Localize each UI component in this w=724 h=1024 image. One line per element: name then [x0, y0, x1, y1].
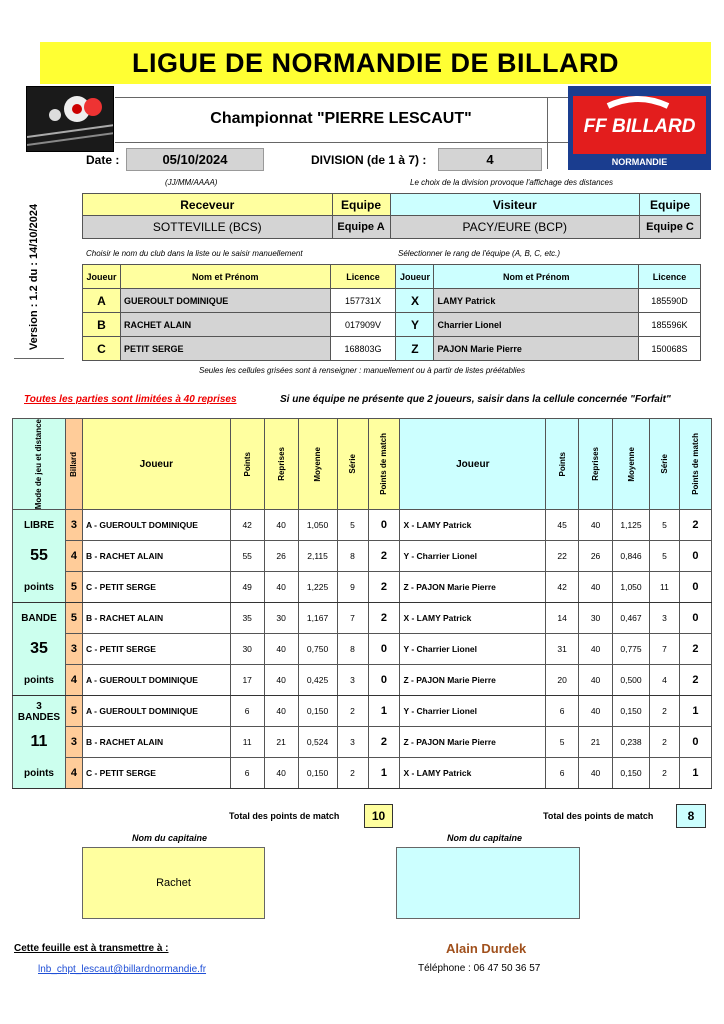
home-moyenne[interactable]: 0,750	[298, 634, 337, 665]
away-points[interactable]: 5	[546, 727, 579, 758]
date-format-hint: (JJ/MM/AAAA)	[165, 178, 218, 187]
home-player: B - RACHET ALAIN	[82, 541, 230, 572]
home-moyenne[interactable]: 0,524	[298, 727, 337, 758]
player-name-field[interactable]: GUEROULT DOMINIQUE	[120, 289, 330, 313]
match-row	[13, 665, 712, 696]
away-moyenne[interactable]: 0,846	[613, 541, 650, 572]
billard-number[interactable]: 4	[65, 541, 82, 572]
home-player: B - RACHET ALAIN	[82, 727, 230, 758]
points-header: Points	[230, 419, 264, 510]
version-label: Version : 1.2 du : 14/10/2024	[28, 203, 41, 351]
logo-text: FF BILLARD	[583, 116, 696, 137]
home-pm: 2	[368, 603, 400, 634]
home-captain-field[interactable]: Rachet	[82, 847, 265, 919]
home-player: A - GUEROULT DOMINIQUE	[82, 665, 230, 696]
home-pm: 1	[368, 696, 400, 727]
home-reprises[interactable]: 40	[264, 665, 298, 696]
pm-header: Points de match	[368, 419, 400, 510]
billard-number[interactable]: 4	[65, 665, 82, 696]
mode-distance: 11	[13, 727, 66, 758]
billard-number[interactable]: 3	[65, 510, 82, 541]
home-player: B - RACHET ALAIN	[82, 603, 230, 634]
contact-phone: Téléphone : 06 47 50 36 57	[418, 963, 541, 974]
away-reprises[interactable]: 21	[579, 727, 613, 758]
away-serie[interactable]: 3	[649, 603, 679, 634]
away-player-header: Joueur	[400, 419, 546, 510]
club-hint: Choisir le nom du club dans la liste ou le saisir manuellement	[86, 249, 303, 258]
moyenne-header: Moyenne	[613, 419, 650, 510]
away-moyenne[interactable]: 0,150	[613, 758, 650, 789]
away-player: X - LAMY Patrick	[400, 758, 546, 789]
player-name-field[interactable]: Charrier Lionel	[434, 313, 639, 337]
home-reprises[interactable]: 40	[264, 696, 298, 727]
away-moyenne[interactable]: 1,125	[613, 510, 650, 541]
mode-unit: points	[13, 665, 66, 696]
home-points[interactable]: 6	[230, 696, 264, 727]
divider	[14, 358, 64, 359]
billard-number[interactable]: 4	[65, 758, 82, 789]
match-row	[13, 603, 712, 634]
limit-note: Toutes les parties sont limitées à 40 reprises	[24, 394, 237, 405]
results-body	[13, 510, 712, 789]
home-reprises[interactable]: 40	[264, 572, 298, 603]
receveur-header: Receveur	[83, 194, 333, 216]
away-points[interactable]: 6	[546, 758, 579, 789]
division-label: DIVISION (de 1 à 7) :	[311, 153, 427, 167]
home-reprises[interactable]: 40	[264, 758, 298, 789]
division-field[interactable]: 4	[438, 148, 542, 171]
player-licence: 185590D	[639, 289, 701, 313]
mode-name: 3 BANDES	[13, 696, 66, 727]
away-moyenne[interactable]: 0,500	[613, 665, 650, 696]
contact-name: Alain Durdek	[446, 941, 527, 956]
home-serie[interactable]: 5	[337, 510, 368, 541]
home-reprises[interactable]: 30	[264, 603, 298, 634]
billiard-logo	[26, 86, 114, 152]
player-name-field[interactable]: RACHET ALAIN	[120, 313, 330, 337]
home-serie[interactable]: 7	[337, 603, 368, 634]
match-row	[13, 727, 712, 758]
home-pm: 2	[368, 572, 400, 603]
away-player: X - LAMY Patrick	[400, 603, 546, 634]
roster-joueur-header: Joueur	[83, 265, 121, 289]
home-moyenne[interactable]: 2,115	[298, 541, 337, 572]
away-pm: 2	[679, 665, 711, 696]
league-title: LIGUE DE NORMANDIE DE BILLARD	[40, 42, 711, 84]
roster-licence-header: Licence	[639, 265, 701, 289]
match-row	[13, 696, 712, 727]
away-player: Z - PAJON Marie Pierre	[400, 665, 546, 696]
away-serie[interactable]: 7	[649, 634, 679, 665]
date-field[interactable]: 05/10/2024	[126, 148, 264, 171]
away-captain-field[interactable]	[396, 847, 580, 919]
player-licence: 185596K	[639, 313, 701, 337]
player-code: B	[83, 313, 121, 337]
away-serie[interactable]: 2	[649, 758, 679, 789]
home-points[interactable]: 11	[230, 727, 264, 758]
home-player: C - PETIT SERGE	[82, 572, 230, 603]
home-player: C - PETIT SERGE	[82, 634, 230, 665]
match-row	[13, 541, 712, 572]
ff-billard-logo	[568, 86, 711, 170]
pm-header: Points de match	[679, 419, 711, 510]
match-row	[13, 634, 712, 665]
home-club-field[interactable]: SOTTEVILLE (BCS)	[83, 216, 333, 239]
email-link[interactable]: lnb_chpt_lescaut@billardnormandie.fr	[38, 964, 207, 975]
mode-unit: points	[13, 758, 66, 789]
home-serie[interactable]: 9	[337, 572, 368, 603]
player-code: Y	[396, 313, 434, 337]
home-points[interactable]: 55	[230, 541, 264, 572]
away-player: Z - PAJON Marie Pierre	[400, 727, 546, 758]
home-points[interactable]: 35	[230, 603, 264, 634]
roster-joueur-header: Joueur	[396, 265, 434, 289]
mode-distance: 55	[13, 541, 66, 572]
billard-number[interactable]: 5	[65, 603, 82, 634]
player-code: X	[396, 289, 434, 313]
away-reprises[interactable]: 40	[579, 634, 613, 665]
player-code: Z	[396, 337, 434, 361]
division-hint: Le choix de la division provoque l'affichage des distances	[410, 178, 613, 187]
away-player: Y - Charrier Lionel	[400, 634, 546, 665]
roster-row	[83, 289, 701, 313]
serie-header: Série	[337, 419, 368, 510]
away-pm: 0	[679, 572, 711, 603]
home-pm: 0	[368, 665, 400, 696]
forfait-note: Si une équipe ne présente que 2 joueurs, saisir dans la cellule concernée "Forfait"	[280, 394, 671, 405]
away-points[interactable]: 45	[546, 510, 579, 541]
mode-header: Mode de jeu et distance	[13, 419, 66, 510]
away-pm: 0	[679, 603, 711, 634]
away-points[interactable]: 22	[546, 541, 579, 572]
away-pm: 1	[679, 696, 711, 727]
date-label: Date :	[86, 153, 120, 167]
home-reprises[interactable]: 21	[264, 727, 298, 758]
home-captain-label: Nom du capitaine	[132, 833, 208, 843]
away-moyenne[interactable]: 0,467	[613, 603, 650, 634]
match-row	[13, 758, 712, 789]
mode-name: LIBRE	[13, 510, 66, 541]
grey-cells-note: Seules les cellules grisées sont à renseigner : manuellement ou à partir de listes préétablies	[199, 366, 525, 375]
divider	[115, 142, 568, 143]
match-row	[13, 572, 712, 603]
away-serie[interactable]: 5	[649, 541, 679, 572]
away-reprises[interactable]: 40	[579, 510, 613, 541]
results-table	[12, 418, 712, 789]
home-player-header: Joueur	[82, 419, 230, 510]
away-reprises[interactable]: 40	[579, 665, 613, 696]
away-reprises[interactable]: 30	[579, 603, 613, 634]
home-moyenne[interactable]: 0,425	[298, 665, 337, 696]
mode-distance: 35	[13, 634, 66, 665]
visiteur-header: Visiteur	[390, 194, 640, 216]
moyenne-header: Moyenne	[298, 419, 337, 510]
equipe-header-home: Equipe	[332, 194, 390, 216]
away-serie[interactable]: 2	[649, 696, 679, 727]
clubs-table	[82, 193, 701, 239]
divider	[547, 97, 548, 169]
away-serie[interactable]: 4	[649, 665, 679, 696]
logo-subtext: NORMANDIE	[611, 157, 668, 167]
reprises-header: Reprises	[579, 419, 613, 510]
away-moyenne[interactable]: 0,150	[613, 696, 650, 727]
home-reprises[interactable]: 40	[264, 634, 298, 665]
player-licence: 017909V	[330, 313, 396, 337]
away-total-value: 8	[676, 804, 706, 828]
reprises-header: Reprises	[264, 419, 298, 510]
home-team-field[interactable]: Equipe A	[332, 216, 390, 239]
away-reprises[interactable]: 40	[579, 572, 613, 603]
transmit-label: Cette feuille est à transmettre à :	[14, 943, 169, 954]
away-team-field[interactable]: Equipe C	[640, 216, 701, 239]
away-moyenne[interactable]: 0,775	[613, 634, 650, 665]
roster-row	[83, 313, 701, 337]
roster-table	[82, 264, 701, 361]
home-pm: 2	[368, 727, 400, 758]
away-serie[interactable]: 11	[649, 572, 679, 603]
home-moyenne[interactable]: 1,225	[298, 572, 337, 603]
mode-name: BANDE	[13, 603, 66, 634]
away-player: Y - Charrier Lionel	[400, 696, 546, 727]
home-total-value: 10	[364, 804, 393, 828]
home-serie[interactable]: 3	[337, 727, 368, 758]
away-serie[interactable]: 5	[649, 510, 679, 541]
away-player: Y - Charrier Lionel	[400, 541, 546, 572]
away-pm: 2	[679, 510, 711, 541]
away-player: X - LAMY Patrick	[400, 510, 546, 541]
away-reprises[interactable]: 40	[579, 696, 613, 727]
billard-number[interactable]: 5	[65, 572, 82, 603]
home-serie[interactable]: 2	[337, 696, 368, 727]
away-total-label: Total des points de match	[543, 811, 654, 821]
player-name-field[interactable]: LAMY Patrick	[434, 289, 639, 313]
away-club-field[interactable]: PACY/EURE (BCP)	[390, 216, 640, 239]
away-points[interactable]: 31	[546, 634, 579, 665]
home-player: A - GUEROULT DOMINIQUE	[82, 696, 230, 727]
billard-number[interactable]: 3	[65, 634, 82, 665]
home-player: C - PETIT SERGE	[82, 758, 230, 789]
home-points[interactable]: 17	[230, 665, 264, 696]
home-pm: 1	[368, 758, 400, 789]
away-points[interactable]: 6	[546, 696, 579, 727]
match-row	[13, 510, 712, 541]
home-reprises[interactable]: 40	[264, 510, 298, 541]
roster-row	[83, 337, 701, 361]
points-header: Points	[546, 419, 579, 510]
home-player: A - GUEROULT DOMINIQUE	[82, 510, 230, 541]
divider	[115, 97, 568, 98]
player-name-field[interactable]: PAJON Marie Pierre	[434, 337, 639, 361]
billard-number[interactable]: 5	[65, 696, 82, 727]
player-licence: 157731X	[330, 289, 396, 313]
away-captain-label: Nom du capitaine	[447, 833, 523, 843]
home-pm: 2	[368, 541, 400, 572]
away-moyenne[interactable]: 0,238	[613, 727, 650, 758]
roster-name-header: Nom et Prénom	[120, 265, 330, 289]
home-serie[interactable]: 3	[337, 665, 368, 696]
home-points[interactable]: 30	[230, 634, 264, 665]
billard-number[interactable]: 3	[65, 727, 82, 758]
player-licence: 168803G	[330, 337, 396, 361]
away-points[interactable]: 20	[546, 665, 579, 696]
away-pm: 1	[679, 758, 711, 789]
home-points[interactable]: 49	[230, 572, 264, 603]
away-reprises[interactable]: 26	[579, 541, 613, 572]
championship-title: Championnat "PIERRE LESCAUT"	[210, 110, 472, 127]
home-serie[interactable]: 8	[337, 541, 368, 572]
equipe-header-away: Equipe	[640, 194, 701, 216]
player-code: C	[83, 337, 121, 361]
home-pm: 0	[368, 510, 400, 541]
home-moyenne[interactable]: 1,050	[298, 510, 337, 541]
home-reprises[interactable]: 26	[264, 541, 298, 572]
away-points[interactable]: 42	[546, 572, 579, 603]
home-moyenne[interactable]: 1,167	[298, 603, 337, 634]
serie-header: Série	[649, 419, 679, 510]
away-pm: 2	[679, 634, 711, 665]
away-pm: 0	[679, 727, 711, 758]
home-serie[interactable]: 2	[337, 758, 368, 789]
away-player: Z - PAJON Marie Pierre	[400, 572, 546, 603]
home-points[interactable]: 6	[230, 758, 264, 789]
away-pm: 0	[679, 541, 711, 572]
home-moyenne[interactable]: 0,150	[298, 758, 337, 789]
away-serie[interactable]: 2	[649, 727, 679, 758]
home-total-label: Total des points de match	[229, 811, 340, 821]
away-moyenne[interactable]: 1,050	[613, 572, 650, 603]
roster-licence-header: Licence	[330, 265, 396, 289]
home-pm: 0	[368, 634, 400, 665]
rank-hint: Sélectionner le rang de l'équipe (A, B, C, etc.)	[398, 249, 561, 258]
home-moyenne[interactable]: 0,150	[298, 696, 337, 727]
home-points[interactable]: 42	[230, 510, 264, 541]
away-reprises[interactable]: 40	[579, 758, 613, 789]
home-serie[interactable]: 8	[337, 634, 368, 665]
billard-header: Billard	[65, 419, 82, 510]
mode-unit: points	[13, 572, 66, 603]
roster-name-header: Nom et Prénom	[434, 265, 639, 289]
away-points[interactable]: 14	[546, 603, 579, 634]
player-licence: 150068S	[639, 337, 701, 361]
player-name-field[interactable]: PETIT SERGE	[120, 337, 330, 361]
player-code: A	[83, 289, 121, 313]
